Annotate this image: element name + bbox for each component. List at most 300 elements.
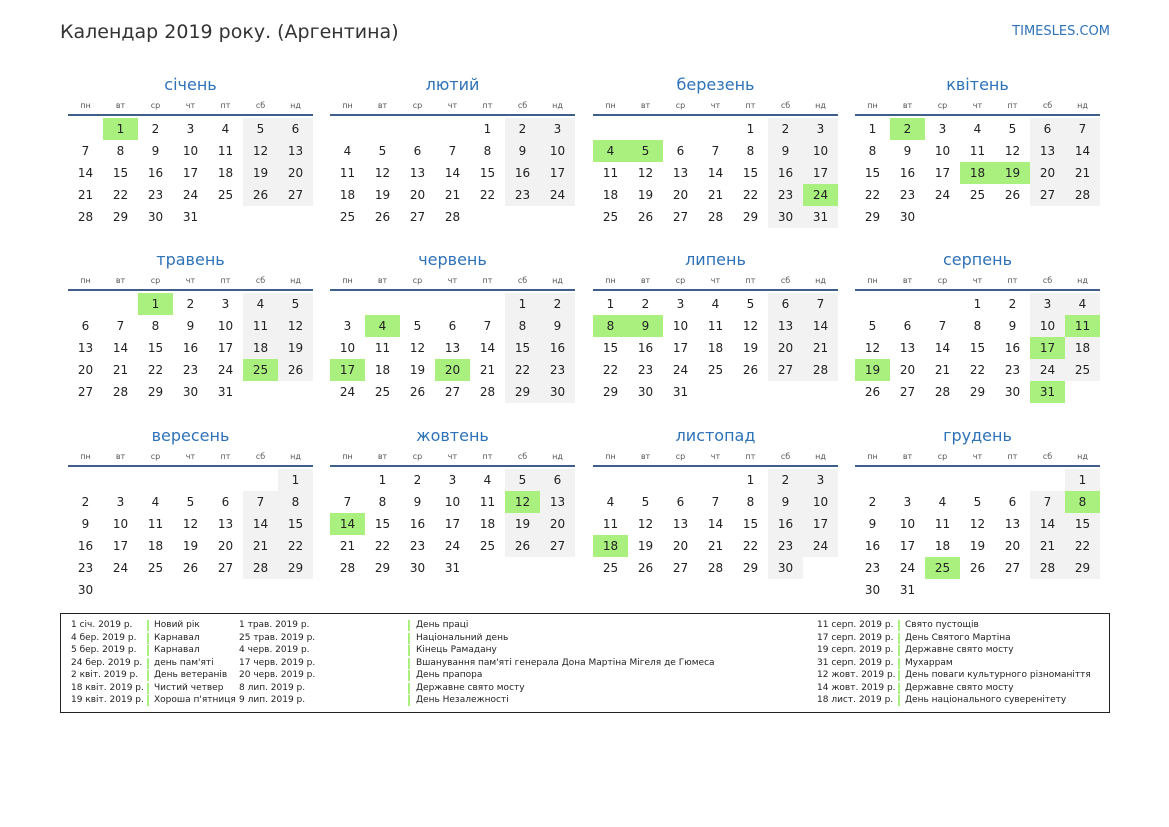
day-cell[interactable]: 28 (707, 561, 724, 575)
day-cell[interactable]: 17 (112, 539, 129, 553)
day-cell[interactable]: 24 (182, 188, 199, 202)
day-cell[interactable]: 9 (1008, 319, 1017, 333)
day-cell[interactable]: 14 (112, 341, 129, 355)
day-cell[interactable]: 2 (81, 495, 90, 509)
day-cell[interactable]: 19 (409, 363, 426, 377)
day-cell[interactable]: 10 (1030, 315, 1065, 337)
day-cell[interactable]: 26 (637, 561, 654, 575)
day-cell[interactable]: 20 (409, 188, 426, 202)
day-cell[interactable]: 14 (707, 166, 724, 180)
day-cell[interactable]: 18 (602, 188, 619, 202)
day-cell[interactable]: 30 (77, 583, 94, 597)
day-cell[interactable]: 7 (343, 495, 352, 509)
holiday-day-cell[interactable]: 31 (1030, 381, 1065, 403)
day-cell[interactable]: 3 (343, 319, 352, 333)
day-cell[interactable]: 8 (116, 144, 125, 158)
day-cell[interactable]: 1 (973, 297, 982, 311)
day-cell[interactable]: 26 (864, 385, 881, 399)
day-cell[interactable]: 30 (540, 381, 575, 403)
day-cell[interactable]: 19 (278, 337, 313, 359)
holiday-day-cell[interactable]: 17 (1030, 337, 1065, 359)
day-cell[interactable]: 10 (803, 140, 838, 162)
day-cell[interactable]: 20 (1004, 539, 1021, 553)
day-cell[interactable]: 15 (1065, 513, 1100, 535)
day-cell[interactable]: 5 (505, 469, 540, 491)
day-cell[interactable]: 16 (409, 517, 426, 531)
day-cell[interactable]: 22 (278, 535, 313, 557)
holiday-day-cell[interactable]: 1 (138, 293, 173, 315)
day-cell[interactable]: 8 (505, 315, 540, 337)
day-cell[interactable]: 6 (413, 144, 422, 158)
holiday-day-cell[interactable]: 24 (803, 184, 838, 206)
day-cell[interactable]: 13 (77, 341, 94, 355)
day-cell[interactable]: 26 (969, 561, 986, 575)
day-cell[interactable]: 3 (116, 495, 125, 509)
day-cell[interactable]: 30 (182, 385, 199, 399)
day-cell[interactable]: 28 (479, 385, 496, 399)
day-cell[interactable]: 23 (637, 363, 654, 377)
day-cell[interactable]: 21 (77, 188, 94, 202)
day-cell[interactable]: 13 (278, 140, 313, 162)
day-cell[interactable]: 17 (934, 166, 951, 180)
day-cell[interactable]: 7 (711, 144, 720, 158)
day-cell[interactable]: 23 (540, 359, 575, 381)
day-cell[interactable]: 4 (483, 473, 492, 487)
day-cell[interactable]: 8 (278, 491, 313, 513)
day-cell[interactable]: 23 (1004, 363, 1021, 377)
day-cell[interactable]: 21 (934, 363, 951, 377)
day-cell[interactable]: 9 (768, 491, 803, 513)
day-cell[interactable]: 10 (540, 140, 575, 162)
day-cell[interactable]: 10 (899, 517, 916, 531)
day-cell[interactable]: 7 (938, 319, 947, 333)
day-cell[interactable]: 15 (147, 341, 164, 355)
day-cell[interactable]: 20 (77, 363, 94, 377)
day-cell[interactable]: 25 (602, 561, 619, 575)
day-cell[interactable]: 9 (903, 144, 912, 158)
day-cell[interactable]: 21 (1030, 535, 1065, 557)
day-cell[interactable]: 18 (339, 188, 356, 202)
day-cell[interactable]: 13 (217, 517, 234, 531)
day-cell[interactable]: 31 (803, 206, 838, 228)
day-cell[interactable]: 21 (112, 363, 129, 377)
day-cell[interactable]: 20 (217, 539, 234, 553)
day-cell[interactable]: 18 (217, 166, 234, 180)
day-cell[interactable]: 5 (1008, 122, 1017, 136)
day-cell[interactable]: 14 (803, 315, 838, 337)
day-cell[interactable]: 17 (803, 162, 838, 184)
day-cell[interactable]: 13 (1004, 517, 1021, 531)
day-cell[interactable]: 24 (217, 363, 234, 377)
day-cell[interactable]: 22 (147, 363, 164, 377)
day-cell[interactable]: 5 (278, 293, 313, 315)
day-cell[interactable]: 25 (602, 210, 619, 224)
day-cell[interactable]: 3 (903, 495, 912, 509)
day-cell[interactable]: 11 (217, 144, 234, 158)
day-cell[interactable]: 7 (483, 319, 492, 333)
day-cell[interactable]: 15 (278, 513, 313, 535)
day-cell[interactable]: 8 (973, 319, 982, 333)
day-cell[interactable]: 19 (243, 162, 278, 184)
day-cell[interactable]: 6 (221, 495, 230, 509)
day-cell[interactable]: 12 (864, 341, 881, 355)
day-cell[interactable]: 18 (374, 363, 391, 377)
day-cell[interactable]: 18 (147, 539, 164, 553)
day-cell[interactable]: 1 (868, 122, 877, 136)
day-cell[interactable]: 21 (803, 337, 838, 359)
day-cell[interactable]: 18 (1065, 337, 1100, 359)
day-cell[interactable]: 22 (112, 188, 129, 202)
day-cell[interactable]: 4 (606, 495, 615, 509)
day-cell[interactable]: 15 (742, 517, 759, 531)
day-cell[interactable]: 29 (602, 385, 619, 399)
day-cell[interactable]: 25 (339, 210, 356, 224)
day-cell[interactable]: 24 (339, 385, 356, 399)
day-cell[interactable]: 5 (746, 297, 755, 311)
day-cell[interactable]: 7 (116, 319, 125, 333)
day-cell[interactable]: 28 (707, 210, 724, 224)
day-cell[interactable]: 4 (243, 293, 278, 315)
day-cell[interactable]: 12 (243, 140, 278, 162)
holiday-day-cell[interactable]: 19 (855, 359, 890, 381)
day-cell[interactable]: 1 (746, 122, 755, 136)
day-cell[interactable]: 14 (707, 517, 724, 531)
day-cell[interactable]: 4 (1065, 293, 1100, 315)
day-cell[interactable]: 23 (147, 188, 164, 202)
day-cell[interactable]: 28 (77, 210, 94, 224)
day-cell[interactable]: 13 (899, 341, 916, 355)
day-cell[interactable]: 10 (803, 491, 838, 513)
day-cell[interactable]: 9 (868, 517, 877, 531)
day-cell[interactable]: 17 (217, 341, 234, 355)
day-cell[interactable]: 3 (803, 469, 838, 491)
day-cell[interactable]: 5 (641, 495, 650, 509)
day-cell[interactable]: 27 (540, 535, 575, 557)
day-cell[interactable]: 19 (637, 539, 654, 553)
day-cell[interactable]: 20 (278, 162, 313, 184)
day-cell[interactable]: 6 (1030, 118, 1065, 140)
day-cell[interactable]: 17 (672, 341, 689, 355)
day-cell[interactable]: 26 (505, 535, 540, 557)
day-cell[interactable]: 19 (637, 188, 654, 202)
day-cell[interactable]: 29 (112, 210, 129, 224)
day-cell[interactable]: 12 (278, 315, 313, 337)
day-cell[interactable]: 1 (505, 293, 540, 315)
day-cell[interactable]: 22 (602, 363, 619, 377)
day-cell[interactable]: 9 (151, 144, 160, 158)
day-cell[interactable]: 21 (243, 535, 278, 557)
day-cell[interactable]: 11 (602, 166, 619, 180)
day-cell[interactable]: 6 (81, 319, 90, 333)
day-cell[interactable]: 20 (540, 513, 575, 535)
day-cell[interactable]: 1 (606, 297, 615, 311)
day-cell[interactable]: 29 (864, 210, 881, 224)
holiday-day-cell[interactable]: 11 (1065, 315, 1100, 337)
day-cell[interactable]: 15 (969, 341, 986, 355)
day-cell[interactable]: 8 (746, 144, 755, 158)
day-cell[interactable]: 27 (278, 184, 313, 206)
day-cell[interactable]: 24 (934, 188, 951, 202)
day-cell[interactable]: 16 (147, 166, 164, 180)
day-cell[interactable]: 5 (243, 118, 278, 140)
day-cell[interactable]: 6 (1008, 495, 1017, 509)
day-cell[interactable]: 27 (672, 561, 689, 575)
day-cell[interactable]: 27 (672, 210, 689, 224)
day-cell[interactable]: 9 (186, 319, 195, 333)
day-cell[interactable]: 15 (864, 166, 881, 180)
holiday-day-cell[interactable]: 18 (593, 535, 628, 557)
day-cell[interactable]: 21 (444, 188, 461, 202)
day-cell[interactable]: 1 (278, 469, 313, 491)
day-cell[interactable]: 12 (182, 517, 199, 531)
day-cell[interactable]: 2 (151, 122, 160, 136)
day-cell[interactable]: 2 (768, 469, 803, 491)
day-cell[interactable]: 3 (221, 297, 230, 311)
day-cell[interactable]: 6 (768, 293, 803, 315)
day-cell[interactable]: 2 (186, 297, 195, 311)
day-cell[interactable]: 24 (444, 539, 461, 553)
day-cell[interactable]: 7 (1065, 118, 1100, 140)
holiday-day-cell[interactable]: 19 (995, 162, 1030, 184)
holiday-day-cell[interactable]: 25 (925, 557, 960, 579)
day-cell[interactable]: 22 (742, 188, 759, 202)
day-cell[interactable]: 14 (1065, 140, 1100, 162)
day-cell[interactable]: 2 (505, 118, 540, 140)
day-cell[interactable]: 20 (899, 363, 916, 377)
day-cell[interactable]: 17 (444, 517, 461, 531)
day-cell[interactable]: 23 (768, 535, 803, 557)
day-cell[interactable]: 31 (217, 385, 234, 399)
day-cell[interactable]: 3 (540, 118, 575, 140)
day-cell[interactable]: 21 (707, 539, 724, 553)
day-cell[interactable]: 22 (1065, 535, 1100, 557)
day-cell[interactable]: 14 (1030, 513, 1065, 535)
holiday-day-cell[interactable]: 1 (103, 118, 138, 140)
day-cell[interactable]: 30 (637, 385, 654, 399)
day-cell[interactable]: 18 (934, 539, 951, 553)
day-cell[interactable]: 12 (969, 517, 986, 531)
holiday-day-cell[interactable]: 5 (628, 140, 663, 162)
day-cell[interactable]: 12 (637, 166, 654, 180)
day-cell[interactable]: 5 (186, 495, 195, 509)
holiday-day-cell[interactable]: 9 (628, 315, 663, 337)
day-cell[interactable]: 11 (602, 517, 619, 531)
day-cell[interactable]: 8 (483, 144, 492, 158)
day-cell[interactable]: 12 (742, 319, 759, 333)
holiday-day-cell[interactable]: 18 (960, 162, 995, 184)
day-cell[interactable]: 28 (803, 359, 838, 381)
day-cell[interactable]: 20 (672, 539, 689, 553)
day-cell[interactable]: 26 (742, 363, 759, 377)
day-cell[interactable]: 3 (1030, 293, 1065, 315)
day-cell[interactable]: 8 (746, 495, 755, 509)
day-cell[interactable]: 2 (768, 118, 803, 140)
day-cell[interactable]: 6 (540, 469, 575, 491)
day-cell[interactable]: 23 (864, 561, 881, 575)
day-cell[interactable]: 25 (479, 539, 496, 553)
day-cell[interactable]: 11 (339, 166, 356, 180)
day-cell[interactable]: 21 (707, 188, 724, 202)
day-cell[interactable]: 21 (479, 363, 496, 377)
day-cell[interactable]: 15 (112, 166, 129, 180)
day-cell[interactable]: 25 (707, 363, 724, 377)
holiday-day-cell[interactable]: 25 (243, 359, 278, 381)
day-cell[interactable]: 13 (409, 166, 426, 180)
day-cell[interactable]: 11 (934, 517, 951, 531)
day-cell[interactable]: 20 (768, 337, 803, 359)
day-cell[interactable]: 29 (278, 557, 313, 579)
day-cell[interactable]: 24 (1030, 359, 1065, 381)
holiday-day-cell[interactable]: 4 (365, 315, 400, 337)
day-cell[interactable]: 26 (1004, 188, 1021, 202)
day-cell[interactable]: 3 (803, 118, 838, 140)
day-cell[interactable]: 6 (676, 495, 685, 509)
day-cell[interactable]: 19 (374, 188, 391, 202)
day-cell[interactable]: 23 (899, 188, 916, 202)
day-cell[interactable]: 16 (768, 513, 803, 535)
day-cell[interactable]: 16 (899, 166, 916, 180)
day-cell[interactable]: 24 (803, 535, 838, 557)
day-cell[interactable]: 26 (409, 385, 426, 399)
day-cell[interactable]: 6 (448, 319, 457, 333)
day-cell[interactable]: 12 (374, 166, 391, 180)
day-cell[interactable]: 29 (742, 561, 759, 575)
day-cell[interactable]: 26 (182, 561, 199, 575)
holiday-day-cell[interactable]: 8 (1065, 491, 1100, 513)
day-cell[interactable]: 23 (77, 561, 94, 575)
day-cell[interactable]: 1 (483, 122, 492, 136)
day-cell[interactable]: 20 (1030, 162, 1065, 184)
day-cell[interactable]: 12 (1004, 144, 1021, 158)
day-cell[interactable]: 31 (182, 210, 199, 224)
day-cell[interactable]: 8 (151, 319, 160, 333)
day-cell[interactable]: 2 (868, 495, 877, 509)
day-cell[interactable]: 4 (343, 144, 352, 158)
day-cell[interactable]: 16 (768, 162, 803, 184)
day-cell[interactable]: 19 (182, 539, 199, 553)
day-cell[interactable]: 18 (479, 517, 496, 531)
day-cell[interactable]: 26 (637, 210, 654, 224)
day-cell[interactable]: 5 (868, 319, 877, 333)
day-cell[interactable]: 27 (899, 385, 916, 399)
day-cell[interactable]: 1 (1065, 469, 1100, 491)
day-cell[interactable]: 5 (378, 144, 387, 158)
brand-link[interactable]: TIMESLES.COM (1012, 24, 1110, 39)
day-cell[interactable]: 3 (938, 122, 947, 136)
day-cell[interactable]: 4 (711, 297, 720, 311)
day-cell[interactable]: 9 (505, 140, 540, 162)
day-cell[interactable]: 24 (540, 184, 575, 206)
day-cell[interactable]: 10 (112, 517, 129, 531)
day-cell[interactable]: 5 (413, 319, 422, 333)
day-cell[interactable]: 16 (864, 539, 881, 553)
day-cell[interactable]: 29 (374, 561, 391, 575)
day-cell[interactable]: 12 (409, 341, 426, 355)
day-cell[interactable]: 23 (768, 184, 803, 206)
day-cell[interactable]: 19 (969, 539, 986, 553)
day-cell[interactable]: 6 (278, 118, 313, 140)
day-cell[interactable]: 10 (339, 341, 356, 355)
day-cell[interactable]: 13 (1030, 140, 1065, 162)
day-cell[interactable]: 7 (448, 144, 457, 158)
day-cell[interactable]: 16 (505, 162, 540, 184)
day-cell[interactable]: 6 (676, 144, 685, 158)
day-cell[interactable]: 26 (243, 184, 278, 206)
day-cell[interactable]: 23 (409, 539, 426, 553)
day-cell[interactable]: 15 (742, 166, 759, 180)
day-cell[interactable]: 18 (707, 341, 724, 355)
day-cell[interactable]: 30 (864, 583, 881, 597)
day-cell[interactable]: 5 (973, 495, 982, 509)
day-cell[interactable]: 25 (1065, 359, 1100, 381)
day-cell[interactable]: 16 (540, 337, 575, 359)
day-cell[interactable]: 16 (182, 341, 199, 355)
day-cell[interactable]: 2 (641, 297, 650, 311)
day-cell[interactable]: 29 (1065, 557, 1100, 579)
day-cell[interactable]: 23 (182, 363, 199, 377)
day-cell[interactable]: 4 (973, 122, 982, 136)
day-cell[interactable]: 30 (768, 206, 803, 228)
day-cell[interactable]: 28 (1030, 557, 1065, 579)
day-cell[interactable]: 14 (479, 341, 496, 355)
day-cell[interactable]: 7 (711, 495, 720, 509)
day-cell[interactable]: 25 (147, 561, 164, 575)
day-cell[interactable]: 22 (505, 359, 540, 381)
day-cell[interactable]: 3 (676, 297, 685, 311)
day-cell[interactable]: 13 (540, 491, 575, 513)
day-cell[interactable]: 14 (444, 166, 461, 180)
day-cell[interactable]: 7 (803, 293, 838, 315)
day-cell[interactable]: 11 (374, 341, 391, 355)
day-cell[interactable]: 14 (77, 166, 94, 180)
day-cell[interactable]: 11 (479, 495, 496, 509)
day-cell[interactable]: 20 (672, 188, 689, 202)
day-cell[interactable]: 17 (899, 539, 916, 553)
day-cell[interactable]: 11 (147, 517, 164, 531)
day-cell[interactable]: 7 (1030, 491, 1065, 513)
day-cell[interactable]: 28 (112, 385, 129, 399)
day-cell[interactable]: 10 (444, 495, 461, 509)
day-cell[interactable]: 23 (505, 184, 540, 206)
day-cell[interactable]: 4 (938, 495, 947, 509)
day-cell[interactable]: 9 (540, 315, 575, 337)
day-cell[interactable]: 24 (672, 363, 689, 377)
day-cell[interactable]: 7 (81, 144, 90, 158)
day-cell[interactable]: 31 (444, 561, 461, 575)
day-cell[interactable]: 19 (505, 513, 540, 535)
day-cell[interactable]: 2 (1008, 297, 1017, 311)
day-cell[interactable]: 21 (339, 539, 356, 553)
day-cell[interactable]: 6 (903, 319, 912, 333)
day-cell[interactable]: 12 (637, 517, 654, 531)
day-cell[interactable]: 22 (864, 188, 881, 202)
holiday-day-cell[interactable]: 14 (330, 513, 365, 535)
day-cell[interactable]: 3 (186, 122, 195, 136)
day-cell[interactable]: 15 (505, 337, 540, 359)
day-cell[interactable]: 2 (540, 293, 575, 315)
day-cell[interactable]: 28 (934, 385, 951, 399)
day-cell[interactable]: 30 (409, 561, 426, 575)
day-cell[interactable]: 30 (768, 557, 803, 579)
day-cell[interactable]: 10 (672, 319, 689, 333)
day-cell[interactable]: 22 (374, 539, 391, 553)
day-cell[interactable]: 9 (81, 517, 90, 531)
day-cell[interactable]: 16 (637, 341, 654, 355)
day-cell[interactable]: 16 (1004, 341, 1021, 355)
day-cell[interactable]: 11 (707, 319, 724, 333)
day-cell[interactable]: 22 (479, 188, 496, 202)
day-cell[interactable]: 17 (803, 513, 838, 535)
